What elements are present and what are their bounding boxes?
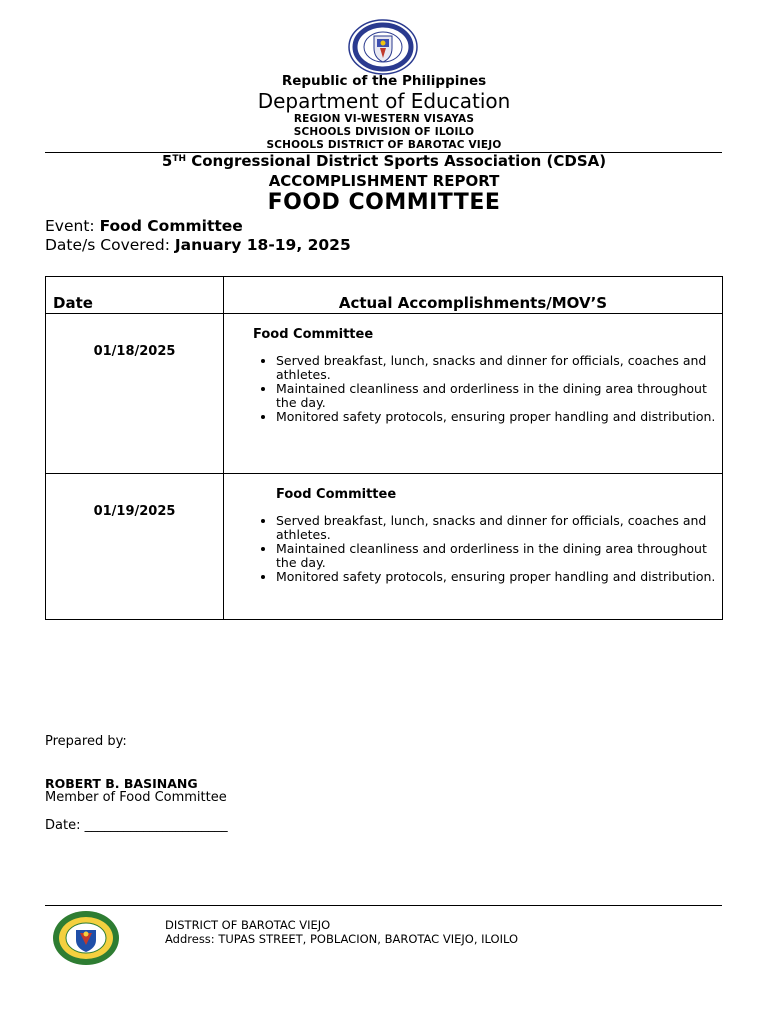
signatory-name: ROBERT B. BASINANG [45,776,198,791]
footer-district: DISTRICT OF BAROTAC VIEJO [165,918,331,932]
list-item: • Monitored safety protocols, ensuring proper handling and distribution. [276,410,722,424]
report-title: ACCOMPLISHMENT REPORT [268,172,500,190]
republic-text: Republic of the Philippines [281,73,487,89]
region-text: REGION VI-WESTERN VISAYAS [293,113,475,125]
prepared-by-label: Prepared by: [45,734,127,749]
table-header-row [46,277,723,314]
row-title: Food Committee [276,487,397,502]
row-date: 01/19/2025 [46,474,224,620]
cdsa-title: 5TH Congressional District Sports Association (CDSA) [161,152,607,170]
department-title: Department of Education [257,89,511,113]
district-seal-icon [52,910,120,966]
footer-address: Address: TUPAS STREET, POBLACION, BAROTAC VIEJO, ILOILO [165,932,519,946]
row-accomplishments [224,474,723,620]
row-date: 01/18/2025 [46,314,224,474]
event-line: Event: Food Committee [45,217,243,235]
bullet-list [224,354,722,424]
division-text: SCHOOLS DIVISION OF ILOILO [293,126,475,138]
row-accomplishments [224,314,723,474]
list-item: • Monitored safety protocols, ensuring proper handling and distribution. [276,570,722,584]
list-item: • Served breakfast, lunch, snacks and dinner for officials, coaches and athletes. [276,354,722,382]
district-text: SCHOOLS DISTRICT OF BAROTAC VIEJO [266,139,502,151]
list-item: • Maintained cleanliness and orderliness in the dining area throughout the day. [276,382,722,410]
header-accomplishments: Actual Accomplishments/MOV’S [224,277,723,314]
accomplishment-table [45,276,723,620]
footer-divider [45,905,722,906]
list-item: • Maintained cleanliness and orderliness in the dining area throughout the day. [276,542,722,570]
row-title: Food Committee [253,327,374,342]
signatory-position: Member of Food Committee [45,790,227,805]
dates-line: Date/s Covered: January 18-19, 2025 [45,236,351,254]
header-date: Date [46,277,224,314]
committee-title: FOOD COMMITTEE [267,190,501,215]
list-item: • Served breakfast, lunch, snacks and dinner for officials, coaches and athletes. [276,514,722,542]
bullet-list [224,514,722,584]
table-row [46,474,723,620]
deped-seal-icon [347,18,419,76]
table-row [46,314,723,474]
date-signature-line: Date: ______________________ [45,818,228,833]
